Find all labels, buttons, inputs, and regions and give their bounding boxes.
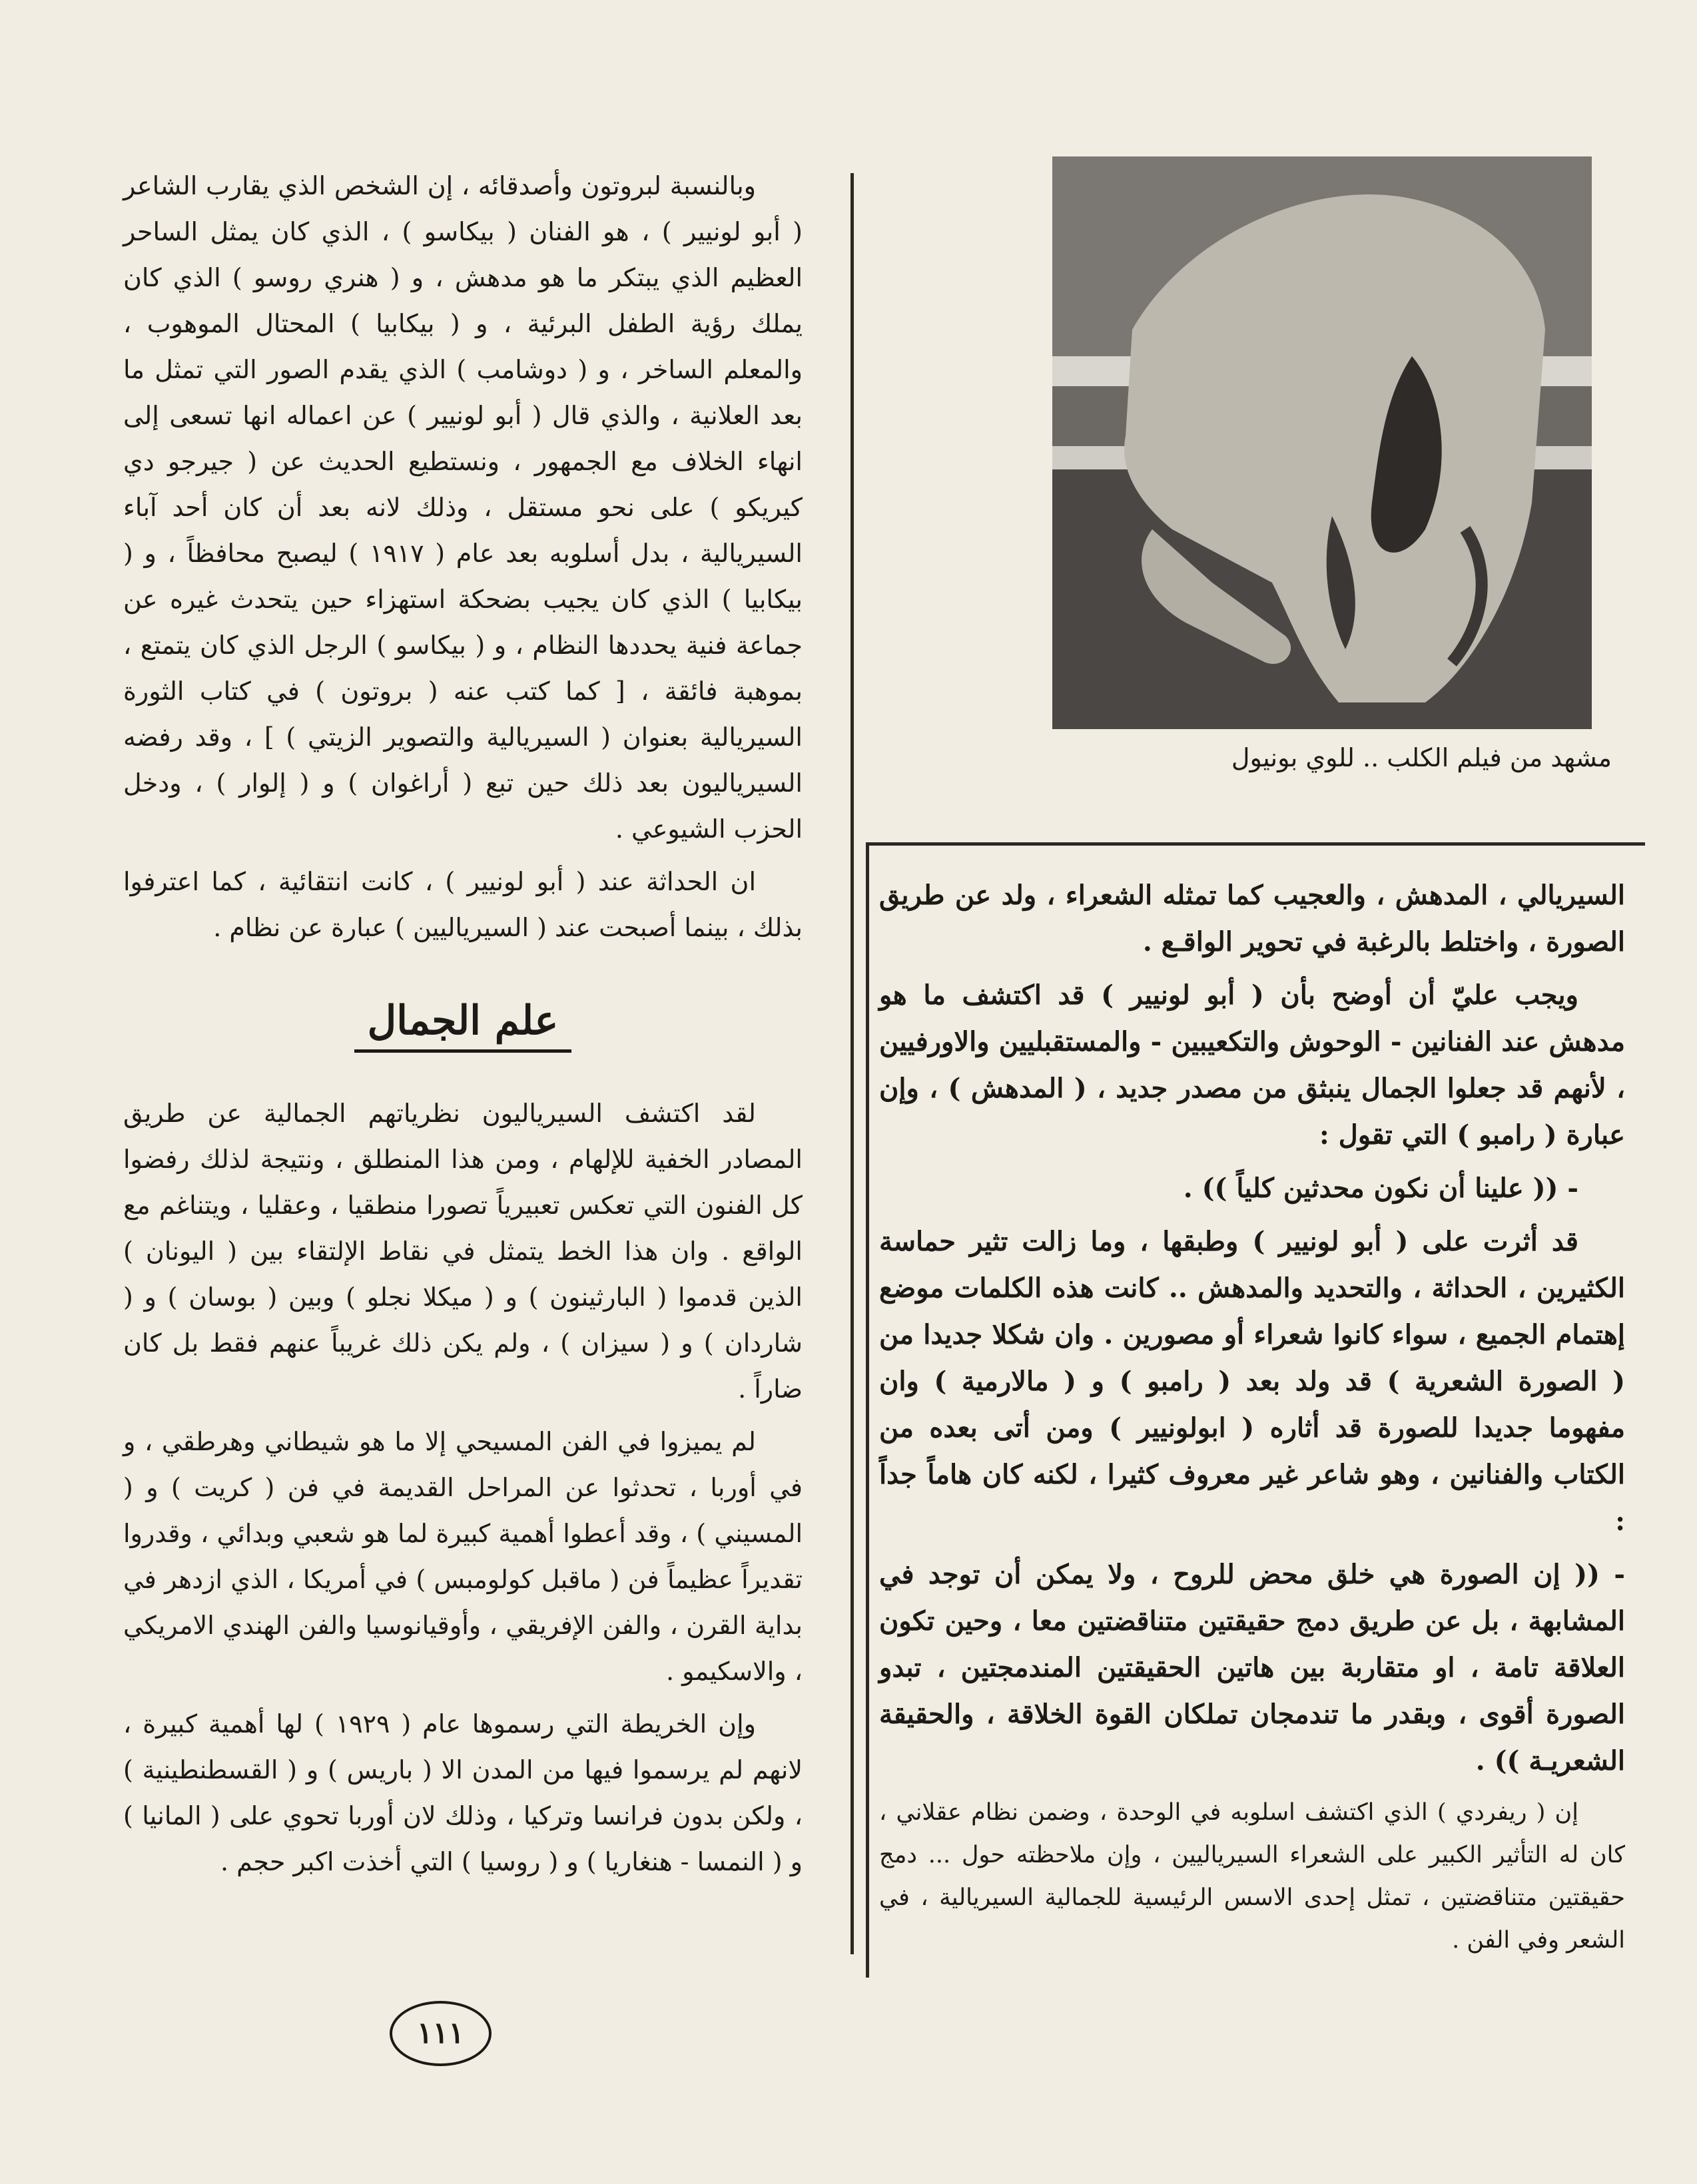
photo-caption: مشهد من فيلم الكلب .. للوي بونيول	[1231, 743, 1612, 772]
boxed-quote: - (( علينا أن نكون محدثين كلياً )) .	[1183, 1173, 1578, 1204]
left-paragraph: وإن الخريطة التي رسموها عام ( ١٩٢٩ ) لها أهمية كبيرة ، لانهم لم يرسموا فيها من المدن الا ( باريس ) و ( القسطنطينية ) ، ولكن بدون فرانسا وتركيا ، وذلك لان أوربا تحوي على ( المانيا ) و ( النمسا - هنغاريا ) و ( روسيا ) التي أخذت اكبر حجم .	[123, 1709, 803, 1876]
left-paragraph: وبالنسبة لبروتون وأصدقائه ، إن الشخص الذي يقارب الشاعر ( أبو لونيير ) ، هو الفنان ( بيكاسو ) ، الذي كان يمثل الساحر العظيم الذي يبتكر ما هو مدهش ، و ( هنري روسو ) الذي كان يملك رؤية الطفل البرئية ، و ( بيكابيا ) المحتال الموهوب ، والمعلم الساخر ، و ( دوشامب ) الذي يقدم الصور التي تمثل ما بعد العلانية ، والذي قال ( أبو لونيير ) عن اعماله انها تسعى إلى انهاء الخلاف مع الجمهور ، ونستطيع الحديث عن ( جيرجو دي كيريكو ) على نحو مستقل ، وذلك لانه بعد أن كان أحد آباء السيريالية ، بدل أسلوبه بعد عام ( ١٩١٧ ) ليصبح محافظاً ، و ( بيكابيا ) الذي كان يجيب بضحكة استهزاء حين يتحدث غيره عن جماعة فنية يحددها النظام ، و ( بيكاسو ) الرجل الذي كان يتمتع ، بموهبة فائقة ، [ كما كتب عنه ( بروتون ) في كتاب الثورة السيريالية بعنوان ( السيريالية والتصوير الزيتي ) ] ، وقد رفضه السيرياليون بعد ذلك حين تبع ( أراغوان ) و ( إلوار ) ، ودخل الحزب الشيوعي .	[123, 171, 803, 844]
section-heading-text: علم الجمال	[354, 997, 572, 1053]
boxed-text-column	[879, 872, 1625, 1968]
boxed-paragraph: السيريالي ، المدهش ، والعجيب كما تمثله الشعراء ، ولد عن طريق الصورة ، واختلط بالرغبة في تحوير الواقـع .	[879, 880, 1625, 957]
boxed-paragraph: إن ( ريفردي ) الذي اكتشف اسلوبه في الوحدة ، وضمن نظام عقلاني ، كان له التأثير الكبير على الشعراء السيرياليين ، وإن ملاحظته حول ... دمج حقيقتين متناقضتين ، تمثل إحدى الاسس الرئيسية للجمالية السيريالية ، في الشعر وفي الفن .	[879, 1799, 1625, 1954]
left-paragraph: ان الحداثة عند ( أبو لونيير ) ، كانت انتقائية ، كما اعترفوا بذلك ، بينما أصبحت عند ( السيرياليين ) عبارة عن نظام .	[123, 867, 803, 942]
section-heading	[123, 991, 803, 1051]
left-column	[123, 163, 803, 1892]
boxed-paragraph: قد أثرت على ( أبو لونيير ) وطبقها ، وما زالت تثير حماسة الكثيرين ، الحداثة ، والتحديد والمدهش .. كانت هذه الكلمات موضع إهتمام الجميع ، سواء كانوا شعراء أو مصورين . وان شكلا جديدا من ( الصورة الشعرية ) قد ولد بعد ( رامبو ) و ( مالارمية ) وان مفهوما جديدا للصورة قد أثاره ( ابولونيير ) ومن أتى بعده من الكتاب والفنانين ، وهو شاعر غير معروف كثيرا ، لكنه كان هاماً جداً :	[879, 1226, 1625, 1537]
left-paragraph: لم يميزوا في الفن المسيحي إلا ما هو شيطاني وهرطقي ، و في أوربا ، تحدثوا عن المراحل القديمة في فن ( كريت ) و ( المسيني ) ، وقد أعطوا أهمية كبيرة لما هو شعبي وبدائي ، وقدروا تقديراً عظيماً فن ( ماقبل كولومبس ) في أمريكا ، الذي ازدهر في بداية القرن ، والفن الإفريقي ، وأوقيانوسيا والفن الهندي الامريكي ، والاسكيمو .	[123, 1427, 803, 1686]
page-number: ١١١	[390, 2001, 492, 2066]
hand-photo-image	[1052, 156, 1592, 729]
film-still-photo	[1052, 156, 1592, 729]
column-divider	[850, 173, 854, 1954]
boxed-quote: - (( إن الصورة هي خلق محض للروح ، ولا يمكن أن توجد في المشابهة ، بل عن طريق دمج حقيقتين متناقضتين معا ، وحين تكون العلاقة تامة ، او متقاربة بين هاتين الحقيقتين المندمجتين ، تبدو الصورة أقوى ، وبقدر ما تندمجان تملكان القوة الخلاقة ، والحقيقة الشعريـة )) .	[879, 1559, 1625, 1776]
left-paragraph: لقد اكتشف السيرياليون نظرياتهم الجمالية عن طريق المصادر الخفية للإلهام ، ومن هذا المنطلق ، ونتيجة لذلك رفضوا كل الفنون التي تعكس تعبيرياً تصورا منطقيا ، وعقليا ، ويتناغم مع الواقع . وان هذا الخط يتمثل في نقاط الإلتقاء بين ( اليونان ) الذين قدموا ( البارثينون ) و ( ميكلا نجلو ) وبين ( بوسان ) و ( شاردان ) و ( سيزان ) ، ولم يكن ذلك غريباً عنهم فقط بل كان ضاراً .	[123, 1099, 803, 1404]
boxed-paragraph: ويجب عليّ أن أوضح بأن ( أبو لونيير ) قد اكتشف ما هو مدهش عند الفنانين - الوحوش والتكعيبين - والمستقبليين والاورفيين ، لأنهم قد جعلوا الجمال ينبثق من مصدر جديد ، ( المدهش ) ، وإن عبارة ( رامبو ) التي تقول :	[879, 979, 1625, 1151]
